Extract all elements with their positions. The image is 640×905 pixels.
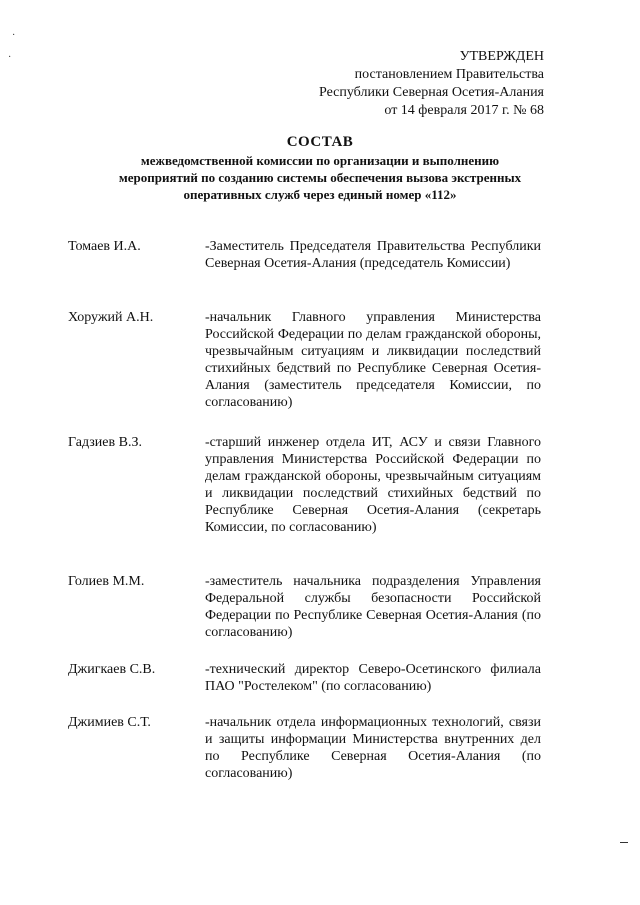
- member-name: Хоружий А.Н.: [68, 310, 154, 325]
- approval-line: УТВЕРЖДЕН: [459, 49, 544, 64]
- member-name: Томаев И.А.: [68, 239, 141, 254]
- margin-dot: ·: [12, 30, 16, 41]
- member-name: Гадзиев В.З.: [68, 435, 142, 450]
- member-role: -заместитель начальника подразделения Управления Федеральной службы безопасности Российской Федерации по Республике Северная Осетия-Алания (по согласованию): [205, 574, 541, 640]
- approval-line: Республики Северная Осетия-Алания: [319, 85, 544, 100]
- title-line: оперативных служб через единый номер «112»: [183, 187, 457, 202]
- approval-line: постановлением Правительства: [354, 67, 544, 82]
- member-role: -начальник Главного управления Министерства Российской Федерации по делам гражданской обороны, чрезвычайным ситуациям и ликвидации последствий стихийных бедствий по Республике Северная Осетия-Алания (заместитель председателя Комиссии, по согласованию): [205, 310, 541, 410]
- member-role: -технический директор Северо-Осетинского филиала ПАО "Ростелеком" (по согласованию): [205, 662, 541, 694]
- title-line: межведомственной комиссии по организации и выполнению: [140, 153, 500, 168]
- page-edge-mark: [620, 842, 628, 843]
- title-line: мероприятий по созданию системы обеспечения вызова экстренных: [118, 170, 522, 185]
- approval-stamp: [319, 48, 544, 120]
- member-name: Джимиев С.Т.: [68, 715, 151, 730]
- member-role: -старший инженер отдела ИТ, АСУ и связи Главного управления Министерства Российской Федерации по делам гражданской обороны, чрезвычайным ситуациям и ликвидации последствий стихийных бедствий по Республике Северная Осетия-Алания (секретарь Комиссии, по согласованию): [205, 435, 541, 535]
- margin-dot: ·: [8, 52, 12, 63]
- member-name: Голиев М.М.: [68, 574, 145, 589]
- approval-date-line: от 14 февраля 2017 г. № 68: [384, 103, 544, 118]
- member-role: -Заместитель Председателя Правительства Республики Северная Осетия-Алания (председатель Комиссии): [205, 239, 541, 271]
- member-name: Джигкаев С.В.: [68, 662, 156, 677]
- document-title: [60, 132, 580, 203]
- member-role: -начальник отдела информационных технологий, связи и защиты информации Министерства внутренних дел по Республике Северная Осетия-Алания (по согласованию): [205, 715, 541, 781]
- title-heading: СОСТАВ: [286, 134, 354, 150]
